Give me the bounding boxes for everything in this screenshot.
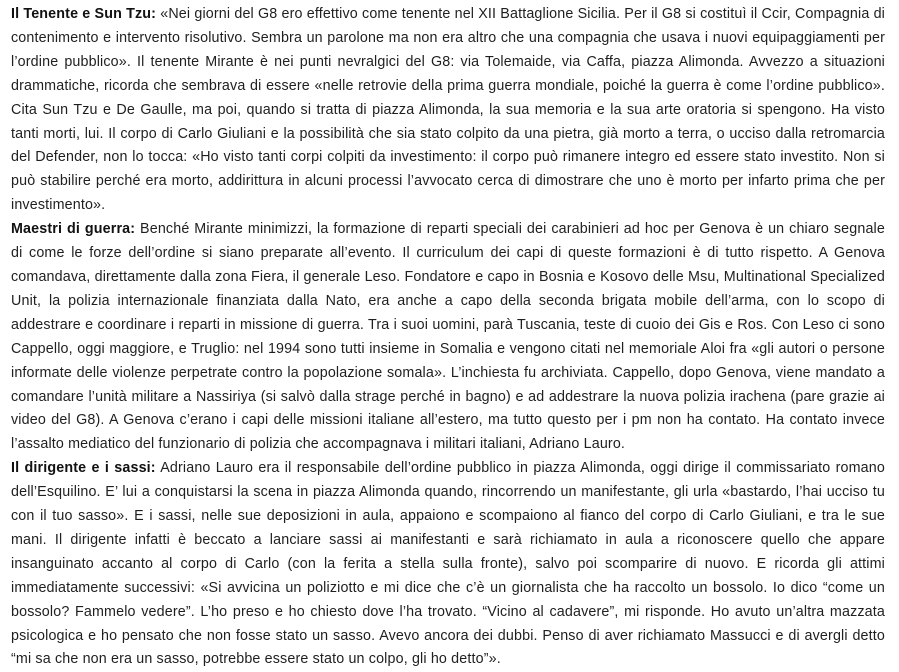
section-maestri-di-guerra	[11, 218, 885, 457]
section-text: Benché Mirante minimizzi, la formazione di reparti speciali dei carabinieri ad hoc per Genova è un chiaro segnale di come le forze dell’ordine si siano preparate all’evento. Il curriculum dei capi di queste formazioni è di tutto rispetto. A Genova comandava, direttamente dalla zona Fiera, il generale Leso. Fondatore e capo in Bosnia e Kosovo delle Msu, Multinational Specialized Unit, la polizia internazionale finanziata dalla Nato, era anche a capo della seconda brigata mobile dell’arma, con lo scopo di addestrare e coordinare i reparti in missione di guerra. Tra i suoi uomini, parà Tuscania, teste di cuoio dei Gis e Ros. Con Leso ci sono Cappello, oggi maggiore, e Truglio: nel 1994 sono tutti insieme in Somalia e vengono citati nel memoriale Aloi fra «gli autori o persone informate delle violenze perpetrate contro la popolazione somala». L’inchiesta fu archiviata. Cappello, dopo Genova, viene mandato a comandare l’unità militare a Nassiriya (si salvò dalla strage perché in bagno) e ad addestrare la nuova polizia irachena (pare grazie ai video del G8). A Genova c’erano i capi delle missioni italiane all’estero, ma tutto questo per i pm non ha contato. Ha contato invece l’assalto mediatico del funzionario di polizia che accompagnava i militari italiani, Adriano Lauro.	[11, 221, 885, 453]
section-dirigente-sassi	[11, 457, 885, 672]
section-heading: Il Tenente e Sun Tzu:	[11, 6, 157, 22]
section-text: Adriano Lauro era il responsabile dell’ordine pubblico in piazza Alimonda, oggi dirige il commissariato romano dell’Esquilino. E’ lui a conquistarsi la scena in piazza Alimonda quando, rincorrendo un manifestante, gli urla «bastardo, l’hai ucciso tu con il tuo sasso». E i sassi, nelle sue deposizioni in aula, appaiono e scompaiono al fianco del corpo di Carlo Giuliani, e tra le sue mani. Il dirigente infatti è beccato a lanciare sassi ai manifestanti e sarà richiamato in aula a riconoscere quello che appare insanguinato accanto al corpo di Carlo (con la ferita a stella sulla fronte), salvo poi scomparire di nuovo. E ricorda gli attimi immediatamente successivi: «Si avvicina un poliziotto e mi dice che c’è un giornalista che ha raccolto un bossolo. Io dico “come un bossolo? Fammelo vedere”. L’ho preso e ho chiesto dove l’ha trovato. “Vicino al cadavere”, mi risponde. Ho avuto un’altra mazzata psicologica e ho pensato che non fosse stato un sasso. Avevo ancora dei dubbi. Penso di aver richiamato Massucci e di avergli detto “mi sa che non era un sasso, potrebbe essere stato un colpo, gli ho detto”».	[11, 460, 885, 668]
section-heading: Il dirigente e i sassi:	[11, 460, 156, 477]
section-tenente-sun-tzu	[11, 3, 885, 218]
section-heading: Maestri di guerra:	[11, 221, 136, 238]
section-text: «Nei giorni del G8 ero effettivo come tenente nel XII Battaglione Sicilia. Per il G8 si costituì il Ccir, Compagnia di contenimento e intervento risolutivo. Sembra un parolone ma non era altro che una compagnia che usava i nuovi equipaggiamenti per l’ordine pubblico». Il tenente Mirante è nei punti nevralgici del G8: via Tolemaide, via Caffa, piazza Alimonda. Avvezzo a situazioni drammatiche, ricorda che sembrava di essere «nelle retrovie della prima guerra mondiale, poiché la guerra è come l’ordine pubblico». Cita Sun Tzu e De Gaulle, ma poi, quando si tratta di piazza Alimonda, la sua memoria e la sua arte oratoria si spengono. Ha visto tanti morti, lui. Il corpo di Carlo Giuliani e la possibilità che sia stato colpito da una pietra, già morto a terra, o ucciso dalla retromarcia del Defender, non lo tocca: «Ho visto tanti corpi colpiti da investimento: il corpo può rimanere integro ed essere stato investito. Non si può stabilire perché era morto, addirittura in alcuni processi l’avvocato cerca di dimostrare che uno è morto per infarto prima che per investimento».	[11, 6, 885, 214]
